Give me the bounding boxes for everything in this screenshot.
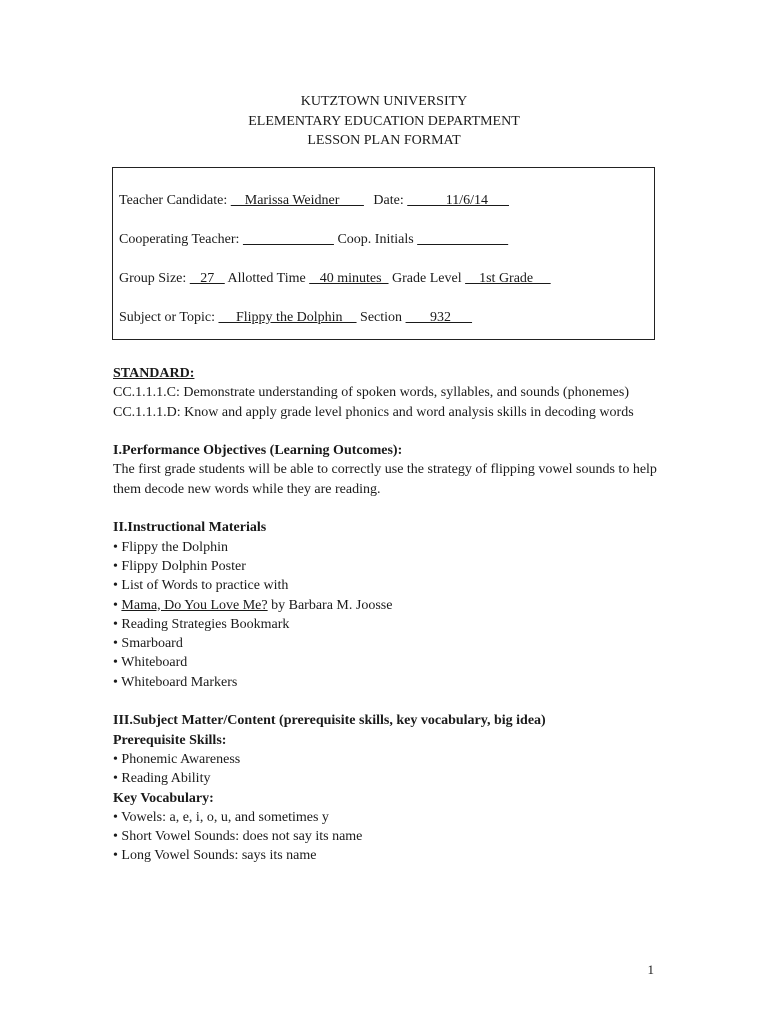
group-row	[119, 271, 551, 287]
subject-value: Flippy the Dolphin	[218, 310, 357, 325]
date-label: Date:	[373, 193, 408, 208]
vocab-item: • Long Vowel Sounds: says its name	[113, 848, 317, 864]
coop-teacher-value	[243, 232, 334, 247]
section-label: Section	[360, 310, 406, 325]
coop-row	[119, 232, 508, 248]
bullet: •	[113, 597, 122, 613]
prereq-heading: Prerequisite Skills:	[113, 732, 227, 748]
coop-initials-label: Coop. Initials	[337, 232, 418, 247]
allotted-time-label: Allotted Time	[227, 271, 310, 286]
coop-teacher-label: Cooperating Teacher:	[119, 232, 243, 247]
document-header	[0, 92, 768, 151]
subject-matter-heading: III.Subject Matter/Content (prerequisite skills, key vocabulary, big idea)	[113, 713, 546, 729]
grade-level-label: Grade Level	[392, 271, 466, 286]
book-author: by Barbara M. Joosse	[267, 597, 393, 613]
teacher-label: Teacher Candidate:	[119, 193, 231, 208]
objectives-heading: I.Performance Objectives (Learning Outcomes):	[113, 443, 403, 459]
standard-heading: STANDARD:	[113, 366, 195, 381]
vocab-item: • Vowels: a, e, i, o, u, and sometimes y	[113, 809, 329, 825]
page-number: 1	[647, 962, 654, 977]
vocab-item: • Short Vowel Sounds: does not say its name	[113, 829, 363, 845]
standard-item: CC.1.1.1.D: Know and apply grade level phonics and word analysis skills in decoding words	[113, 404, 634, 420]
document-title: LESSON PLAN FORMAT	[307, 133, 461, 148]
standard-item: CC.1.1.1.C: Demonstrate understanding of spoken words, syllables, and sounds (phonemes)	[113, 385, 629, 401]
teacher-value: Marissa Weidner	[230, 193, 364, 208]
material-item: • Smarboard	[113, 636, 183, 652]
coop-initials-value	[417, 232, 508, 247]
material-item: • Whiteboard	[113, 655, 188, 671]
teacher-row	[119, 193, 509, 209]
section-value: 932	[405, 310, 473, 325]
vocab-heading: Key Vocabulary:	[113, 790, 214, 806]
book-title: Mama, Do You Love Me?	[121, 597, 268, 613]
lesson-info-box	[112, 167, 655, 340]
material-item-book	[113, 596, 673, 615]
objectives-text: The first grade students will be able to correctly use the strategy of flipping vowel sounds to help them decode new words while they are reading.	[113, 462, 657, 497]
lesson-body	[113, 364, 673, 866]
group-size-value: 27	[189, 271, 225, 286]
grade-level-value: 1st Grade	[465, 271, 551, 286]
material-item: • Whiteboard Markers	[113, 674, 238, 690]
material-item: • Flippy the Dolphin	[113, 539, 228, 555]
material-item: • Reading Strategies Bookmark	[113, 616, 290, 632]
material-item: • Flippy Dolphin Poster	[113, 558, 246, 574]
material-item: • List of Words to practice with	[113, 578, 289, 594]
department-name: ELEMENTARY EDUCATION DEPARTMENT	[248, 113, 520, 129]
group-size-label: Group Size:	[119, 271, 190, 286]
university-name: KUTZTOWN UNIVERSITY	[300, 94, 468, 109]
subject-label: Subject or Topic:	[119, 310, 219, 325]
date-value: 11/6/14	[407, 193, 509, 208]
prereq-item: • Phonemic Awareness	[113, 751, 241, 767]
allotted-time-value: 40 minutes	[309, 271, 389, 286]
subject-row	[119, 310, 472, 326]
prereq-item: • Reading Ability	[113, 771, 211, 787]
materials-heading: II.Instructional Materials	[113, 520, 267, 536]
